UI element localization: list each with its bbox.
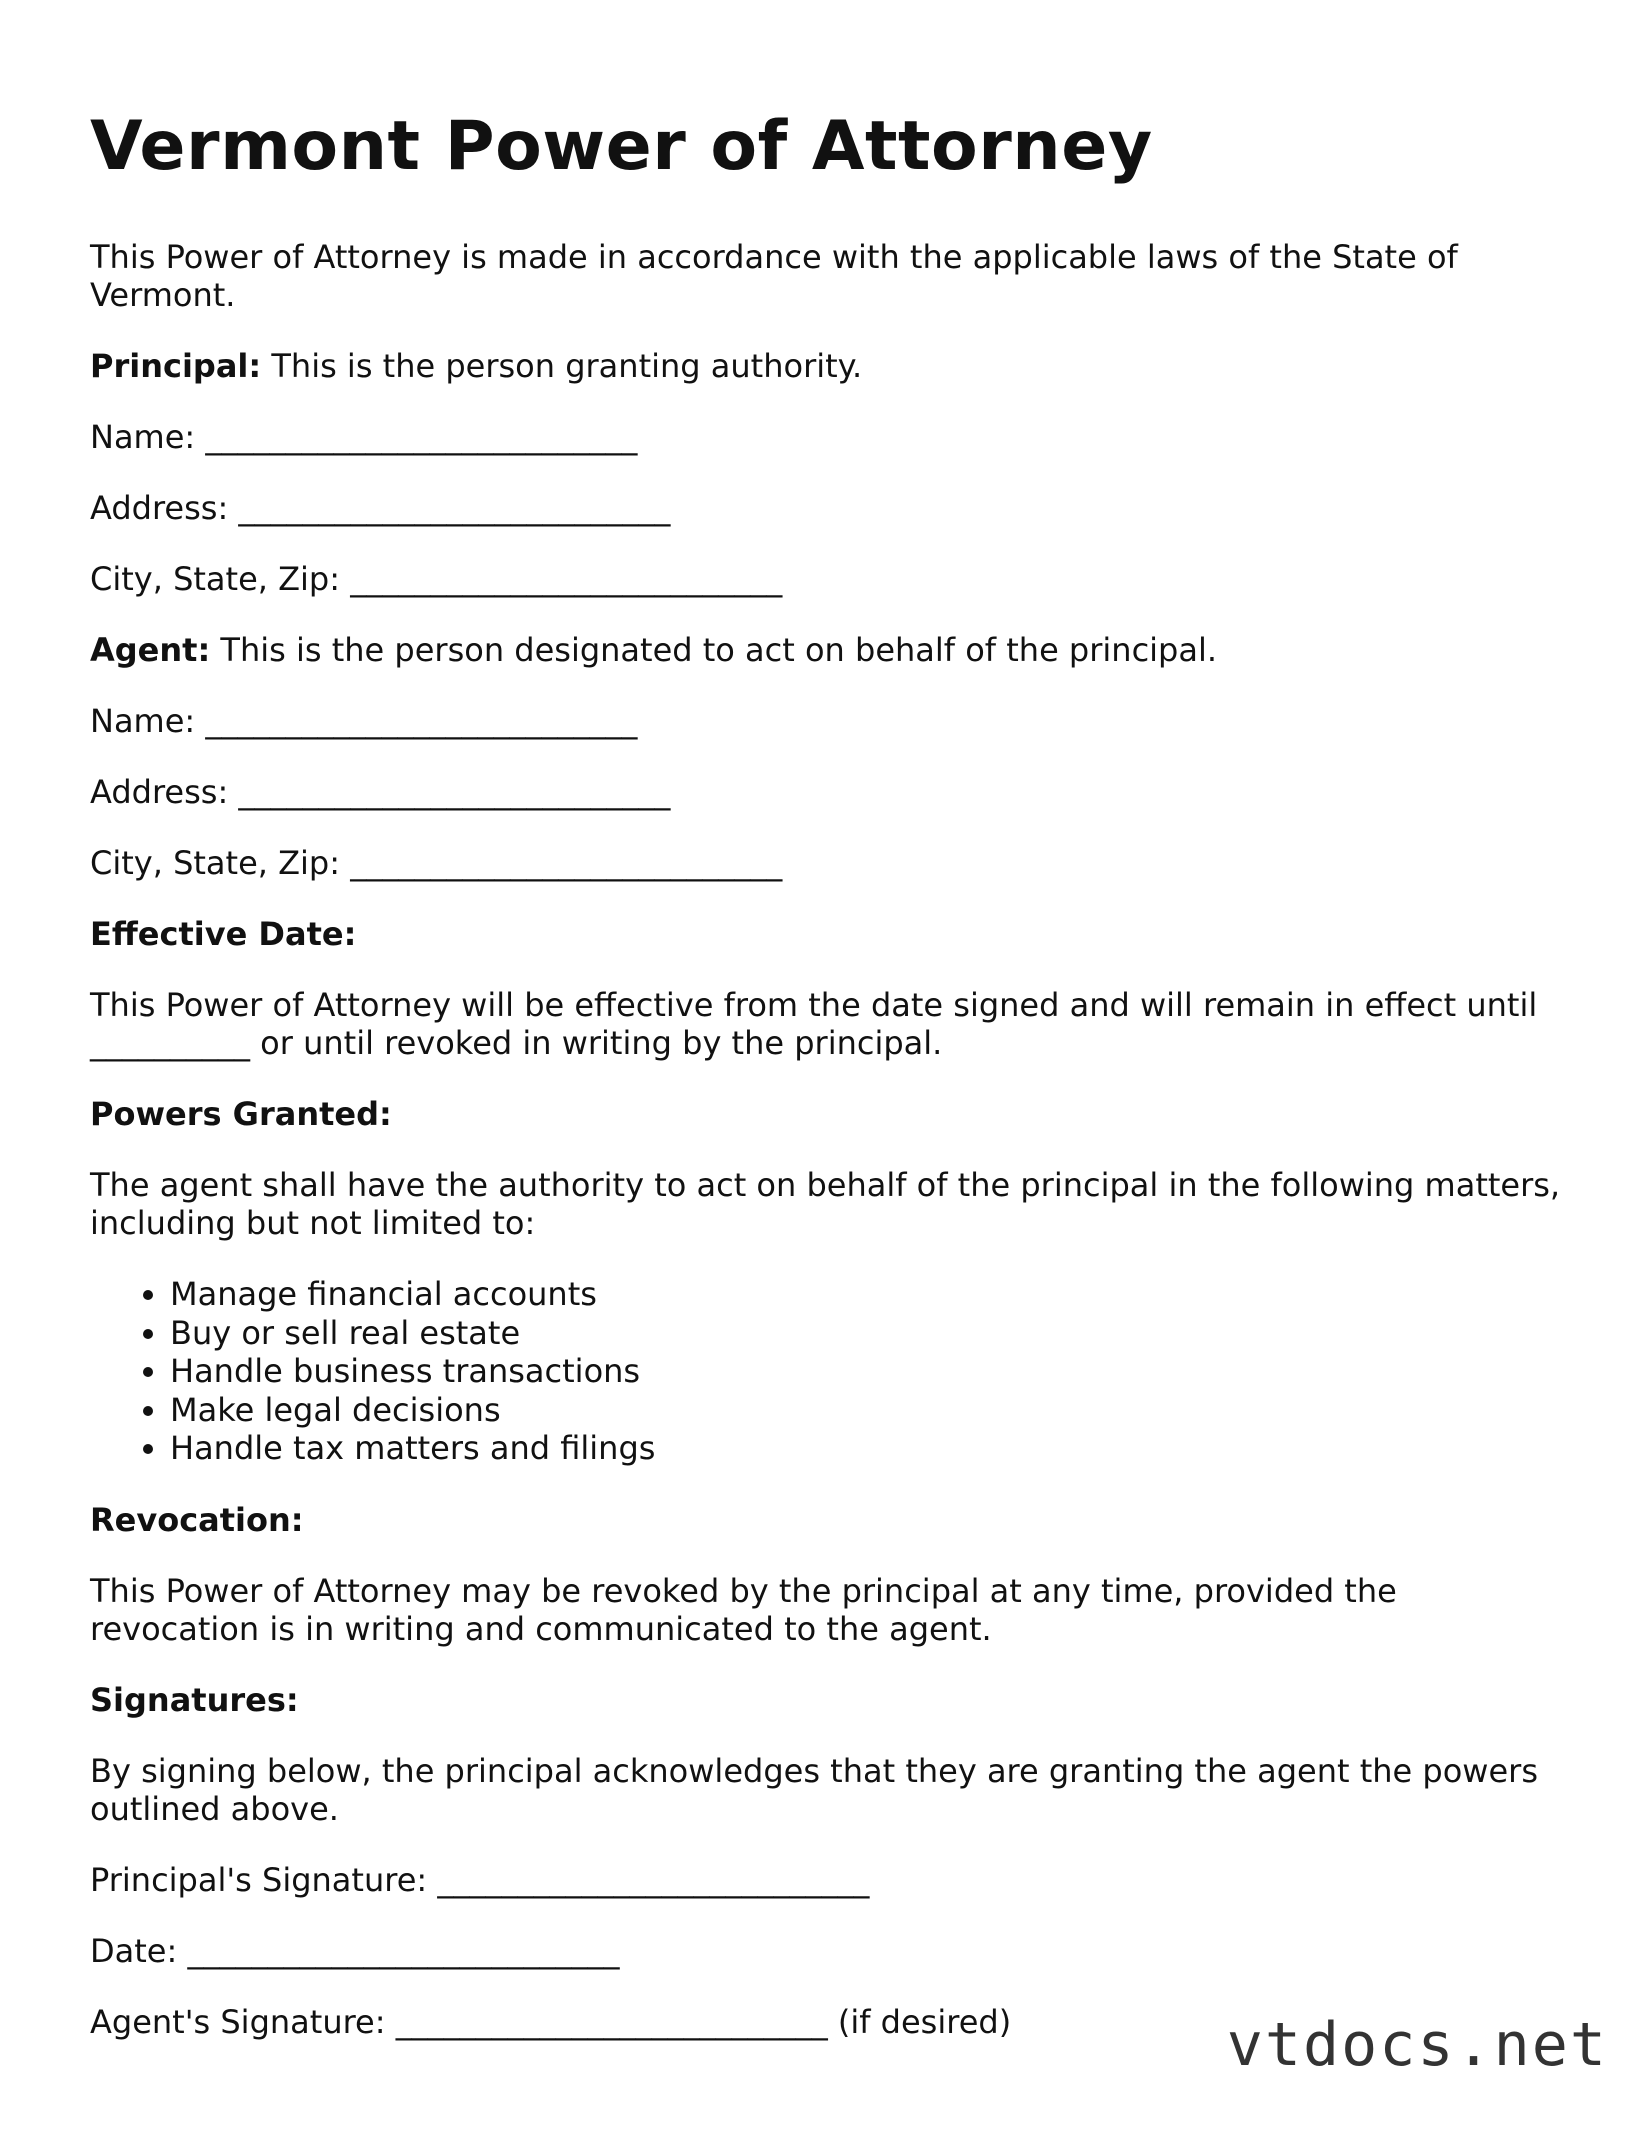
signature-date-field[interactable]: Date: ___________________________ bbox=[90, 1931, 620, 1970]
effective-date-text: This Power of Attorney will be effective from the date signed and will remain in effect until __________ or until revoked in writing by the principal. bbox=[90, 986, 1538, 1063]
list-item: • Manage financial accounts bbox=[170, 1275, 1570, 1314]
agent-section-label bbox=[90, 631, 1570, 669]
agent-description: This is the person designated to act on behalf of the principal. bbox=[210, 631, 1218, 670]
revocation-heading: Revocation: bbox=[90, 1500, 304, 1539]
powers-granted-text: The agent shall have the authority to act on behalf of the principal in the following matters, including but not limited to: bbox=[90, 1166, 1561, 1243]
agent-address-field[interactable]: Address: ___________________________ bbox=[90, 773, 671, 812]
signatures-heading: Signatures: bbox=[90, 1680, 299, 1719]
intro-paragraph: This Power of Attorney is made in accordance with the applicable laws of the State of Vermont. bbox=[90, 238, 1458, 315]
revocation-text: This Power of Attorney may be revoked by the principal at any time, provided the revocation is in writing and communicated to the agent. bbox=[90, 1571, 1397, 1648]
signatures-text: By signing below, the principal acknowledges that they are granting the agent the powers outlined above. bbox=[90, 1751, 1538, 1828]
list-item: • Handle business transactions bbox=[170, 1352, 1570, 1391]
powers-list bbox=[90, 1275, 1570, 1468]
agent-name-field[interactable]: Name: ___________________________ bbox=[90, 702, 638, 741]
principal-address-field[interactable]: Address: ___________________________ bbox=[90, 489, 671, 528]
effective-date-heading: Effective Date: bbox=[90, 915, 357, 954]
powers-granted-heading: Powers Granted: bbox=[90, 1095, 392, 1134]
watermark-text: vtdocs.net bbox=[1226, 2010, 1608, 2080]
principal-description: This is the person granting authority. bbox=[261, 347, 863, 386]
list-item: • Handle tax matters and filings bbox=[170, 1429, 1570, 1468]
principal-name-field[interactable]: Name: ___________________________ bbox=[90, 418, 638, 457]
agent-city-field[interactable]: City, State, Zip: ___________________________ bbox=[90, 844, 783, 883]
document-page bbox=[90, 108, 1570, 2074]
agent-signature-field[interactable]: Agent's Signature: ___________________________ (if desired) bbox=[90, 2002, 1012, 2041]
document-title: Vermont Power of Attorney bbox=[90, 107, 1153, 186]
principal-heading: Principal: bbox=[90, 347, 262, 386]
agent-heading: Agent: bbox=[90, 631, 211, 670]
principal-city-field[interactable]: City, State, Zip: ___________________________ bbox=[90, 560, 783, 599]
principal-signature-field[interactable]: Principal's Signature: ___________________________ bbox=[90, 1860, 870, 1899]
list-item: • Make legal decisions bbox=[170, 1391, 1570, 1430]
principal-section-label bbox=[90, 347, 1570, 385]
list-item: • Buy or sell real estate bbox=[170, 1314, 1570, 1353]
